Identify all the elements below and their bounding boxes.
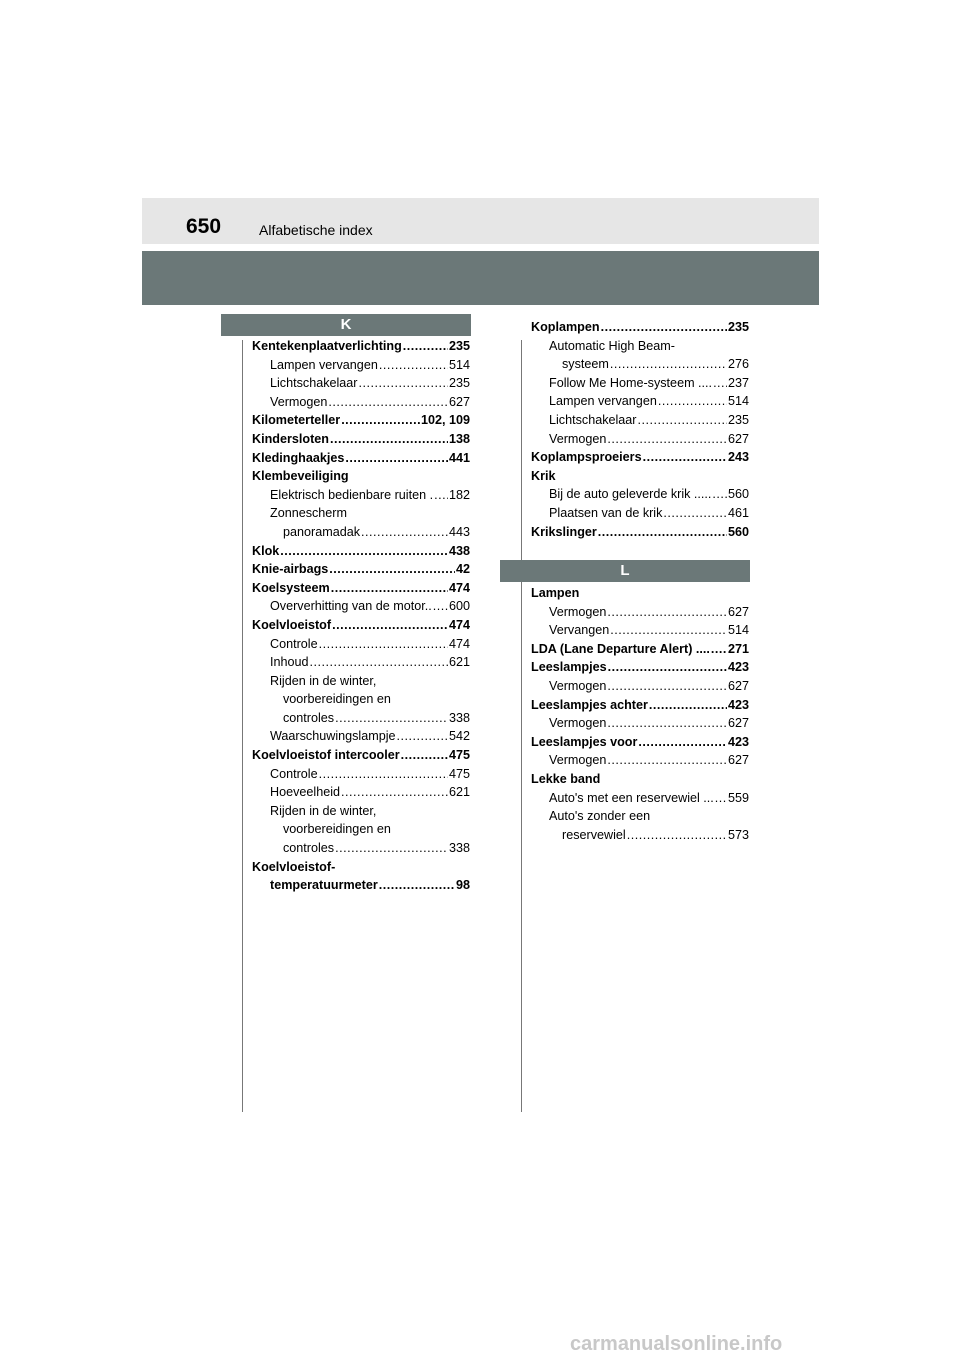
index-term: Koelsysteem [252, 580, 330, 595]
page-reference: 600 [448, 599, 470, 614]
index-term: Koelvloeistof intercooler [252, 748, 400, 763]
index-entry [531, 603, 749, 622]
index-entry [252, 449, 470, 468]
index-entry [252, 839, 470, 858]
index-entry [252, 672, 470, 691]
index-entry [531, 523, 749, 542]
index-entry [531, 677, 749, 696]
index-entry [252, 504, 470, 523]
index-entry [252, 635, 470, 654]
page-reference: 573 [727, 827, 749, 842]
index-entry [252, 356, 470, 375]
leader-dots [608, 658, 727, 677]
index-term: temperatuurmeter [270, 878, 378, 893]
leader-dots [379, 876, 455, 895]
index-entry [252, 820, 470, 839]
leader-dots [643, 448, 727, 467]
index-term: Inhoud [270, 655, 309, 670]
index-term: voorbereidingen en [283, 692, 391, 707]
leader-dots [401, 746, 448, 765]
index-entry [252, 876, 470, 895]
page-reference: 423 [727, 660, 749, 675]
index-term: panoramadak [283, 524, 361, 539]
index-term: Koelvloeistof- [252, 859, 336, 874]
index-entry [531, 621, 749, 640]
page-reference: 627 [727, 753, 749, 768]
page-reference: 276 [727, 357, 749, 372]
page-reference: 461 [727, 505, 749, 520]
leader-dots [607, 751, 727, 770]
index-entry [531, 411, 749, 430]
page-reference: 235 [727, 320, 749, 334]
page-reference: 560 [727, 487, 749, 502]
page-reference: 560 [727, 524, 749, 539]
index-entry [531, 430, 749, 449]
page-reference: 338 [448, 710, 470, 725]
index-entry [252, 783, 470, 802]
index-entry [531, 789, 749, 808]
page-title: Alfabetische index [259, 222, 373, 238]
leader-dots [341, 783, 448, 802]
leader-dots [379, 356, 448, 375]
leader-dots [627, 826, 727, 845]
index-term: Controle [270, 636, 318, 651]
leader-dots [601, 318, 727, 337]
page-reference: 271 [727, 641, 749, 656]
index-term: LDA (Lane Departure Alert) .... [531, 641, 710, 656]
leader-dots [713, 374, 727, 393]
page-reference: 235 [448, 339, 470, 353]
leader-dots [335, 839, 448, 858]
index-entry [531, 448, 749, 467]
index-term: Rijden in de winter, [270, 803, 377, 818]
index-term: Zonnescherm [270, 506, 347, 521]
index-term: Auto's met een reservewiel ... [549, 790, 714, 805]
index-term: controles [283, 841, 335, 856]
index-term: Lekke band [531, 771, 601, 786]
page-reference: 441 [448, 450, 470, 465]
leader-dots [433, 597, 448, 616]
page-reference: 621 [448, 655, 470, 670]
index-term: Vermogen [549, 716, 607, 731]
index-entry [531, 485, 749, 504]
leader-dots [712, 485, 727, 504]
index-term: Vermogen [270, 394, 328, 409]
index-term: Kindersloten [252, 431, 329, 446]
index-entry [252, 597, 470, 616]
page-reference: 423 [727, 697, 749, 712]
page-reference: 627 [448, 394, 470, 409]
index-term: Vermogen [549, 604, 607, 619]
page-reference: 338 [448, 841, 470, 856]
index-term: Klok [252, 543, 280, 558]
leader-dots [341, 411, 420, 430]
leader-dots [280, 542, 448, 561]
leader-dots [607, 677, 727, 696]
page-reference: 438 [448, 543, 470, 558]
leader-dots [332, 616, 448, 635]
index-term: Rijden in de winter, [270, 673, 377, 688]
leader-dots [598, 523, 727, 542]
index-entry [252, 486, 470, 505]
leader-dots [658, 392, 727, 411]
index-term: Follow Me Home-systeem .... [549, 375, 713, 390]
leader-dots [328, 393, 448, 412]
page-number: 650 [186, 215, 222, 238]
index-entry [252, 542, 470, 561]
page-reference: 627 [727, 678, 749, 693]
index-term: Leeslampjes achter [531, 697, 648, 712]
index-entry [252, 765, 470, 784]
page-reference: 138 [448, 431, 470, 446]
page-reference: 514 [727, 623, 749, 638]
page-reference: 514 [448, 357, 470, 372]
index-entry [252, 467, 470, 486]
index-term: Lampen vervangen [549, 394, 657, 409]
index-term: Elektrisch bedienbare ruiten . [270, 487, 434, 502]
index-term: Waarschuwingslampje [270, 729, 396, 744]
index-entry [252, 337, 470, 356]
page-reference: 243 [727, 450, 749, 465]
index-entry [531, 467, 749, 486]
index-entry [531, 640, 749, 659]
index-term: Automatic High Beam- [549, 338, 675, 353]
index-entry [531, 807, 749, 826]
index-entry [531, 584, 749, 603]
page-reference: 475 [448, 748, 470, 763]
leader-dots [397, 727, 448, 746]
index-entry [252, 653, 470, 672]
index-entry [252, 430, 470, 449]
index-term: Vermogen [549, 753, 607, 768]
header-band [142, 198, 819, 244]
index-term: Koelvloeistof [252, 617, 332, 632]
index-entry [252, 579, 470, 598]
page-reference: 474 [448, 617, 470, 632]
index-term: Vervangen [549, 623, 610, 638]
page-reference: 542 [448, 729, 470, 744]
index-entry [531, 696, 749, 715]
index-column-left [252, 337, 470, 895]
index-term: Kledinghaakjes [252, 450, 345, 465]
index-term: Knie-airbags [252, 562, 329, 577]
page-reference: 42 [455, 562, 470, 577]
index-entry [531, 714, 749, 733]
index-entry [252, 616, 470, 635]
index-term: Lichtschakelaar [270, 376, 358, 391]
watermark: carmanualsonline.info [570, 1333, 783, 1355]
index-term: controles [283, 710, 335, 725]
page-reference: 443 [448, 524, 470, 539]
section-header-k: K [221, 314, 471, 336]
leader-dots [403, 337, 448, 356]
page-reference: 475 [448, 766, 470, 781]
leader-dots [359, 374, 448, 393]
index-term: Krikslinger [531, 524, 597, 539]
page-reference: 621 [448, 785, 470, 800]
index-term: Auto's zonder een [549, 809, 651, 824]
index-term: Lichtschakelaar [549, 412, 637, 427]
header-dark-band [142, 251, 819, 305]
section-header-l: L [500, 560, 750, 582]
index-term: Controle [270, 766, 318, 781]
index-column-right-l [531, 584, 749, 844]
leader-dots [663, 504, 727, 523]
page-reference: 235 [727, 412, 749, 427]
index-entry [531, 826, 749, 845]
page-reference: 627 [727, 431, 749, 446]
index-term: Bij de auto geleverde krik ..... [549, 487, 712, 502]
index-entry [252, 727, 470, 746]
leader-dots [638, 411, 727, 430]
page-reference: 423 [727, 734, 749, 749]
index-column-right-k [531, 318, 749, 541]
leader-dots [607, 603, 727, 622]
page-reference: 627 [727, 604, 749, 619]
leader-dots [434, 486, 448, 505]
index-entry [252, 393, 470, 412]
index-term: Vermogen [549, 431, 607, 446]
index-entry [252, 690, 470, 709]
leader-dots [638, 733, 727, 752]
leader-dots [711, 640, 727, 659]
index-term: systeem [562, 357, 609, 372]
index-entry [531, 504, 749, 523]
page-reference: 102, 109 [420, 413, 470, 428]
index-term: Koplampen [531, 320, 600, 334]
leader-dots [329, 560, 455, 579]
page-reference: 514 [727, 394, 749, 409]
index-entry [252, 709, 470, 728]
right-column-rule [521, 340, 522, 1112]
index-term: voorbereidingen en [283, 822, 391, 837]
index-entry [252, 523, 470, 542]
page-reference: 474 [448, 580, 470, 595]
index-term: Hoeveelheid [270, 785, 341, 800]
index-term: Kilometerteller [252, 413, 341, 428]
index-entry [252, 374, 470, 393]
index-entry [531, 355, 749, 374]
index-entry [531, 733, 749, 752]
page-reference: 237 [727, 375, 749, 390]
leader-dots [715, 789, 727, 808]
leader-dots [319, 635, 448, 654]
index-entry [531, 658, 749, 677]
leader-dots [361, 523, 448, 542]
leader-dots [330, 430, 448, 449]
page-reference: 98 [455, 878, 470, 893]
index-entry [531, 751, 749, 770]
index-entry [531, 374, 749, 393]
index-entry [531, 318, 749, 337]
index-term: Oververhitting van de motor.. [270, 599, 432, 614]
leader-dots [610, 621, 727, 640]
index-entry [531, 337, 749, 356]
leader-dots [319, 765, 448, 784]
page-reference: 182 [448, 487, 470, 502]
index-term: Klembeveiliging [252, 469, 349, 484]
leader-dots [331, 579, 448, 598]
leader-dots [607, 714, 727, 733]
index-entry [531, 770, 749, 789]
page-reference: 235 [448, 376, 470, 391]
index-entry [252, 802, 470, 821]
page-reference: 627 [727, 716, 749, 731]
page-reference: 474 [448, 636, 470, 651]
index-entry [252, 746, 470, 765]
index-entry [252, 858, 470, 877]
index-term: Leeslampjes [531, 660, 607, 675]
index-term: Leeslampjes voor [531, 734, 638, 749]
index-term: Lampen vervangen [270, 357, 378, 372]
leader-dots [649, 696, 727, 715]
index-entry [252, 411, 470, 430]
leader-dots [335, 709, 448, 728]
leader-dots [607, 430, 727, 449]
leader-dots [345, 449, 448, 468]
index-entry [531, 392, 749, 411]
index-term: Plaatsen van de krik [549, 505, 663, 520]
index-term: reservewiel [562, 827, 626, 842]
page-reference: 559 [727, 790, 749, 805]
index-term: Koplampsproeiers [531, 450, 642, 465]
leader-dots [310, 653, 448, 672]
index-entry [252, 560, 470, 579]
index-term: Krik [531, 468, 556, 483]
index-term: Vermogen [549, 678, 607, 693]
index-term: Lampen [531, 586, 580, 600]
left-column-rule [242, 340, 243, 1112]
leader-dots [610, 355, 727, 374]
index-term: Kentekenplaatverlichting [252, 339, 402, 353]
